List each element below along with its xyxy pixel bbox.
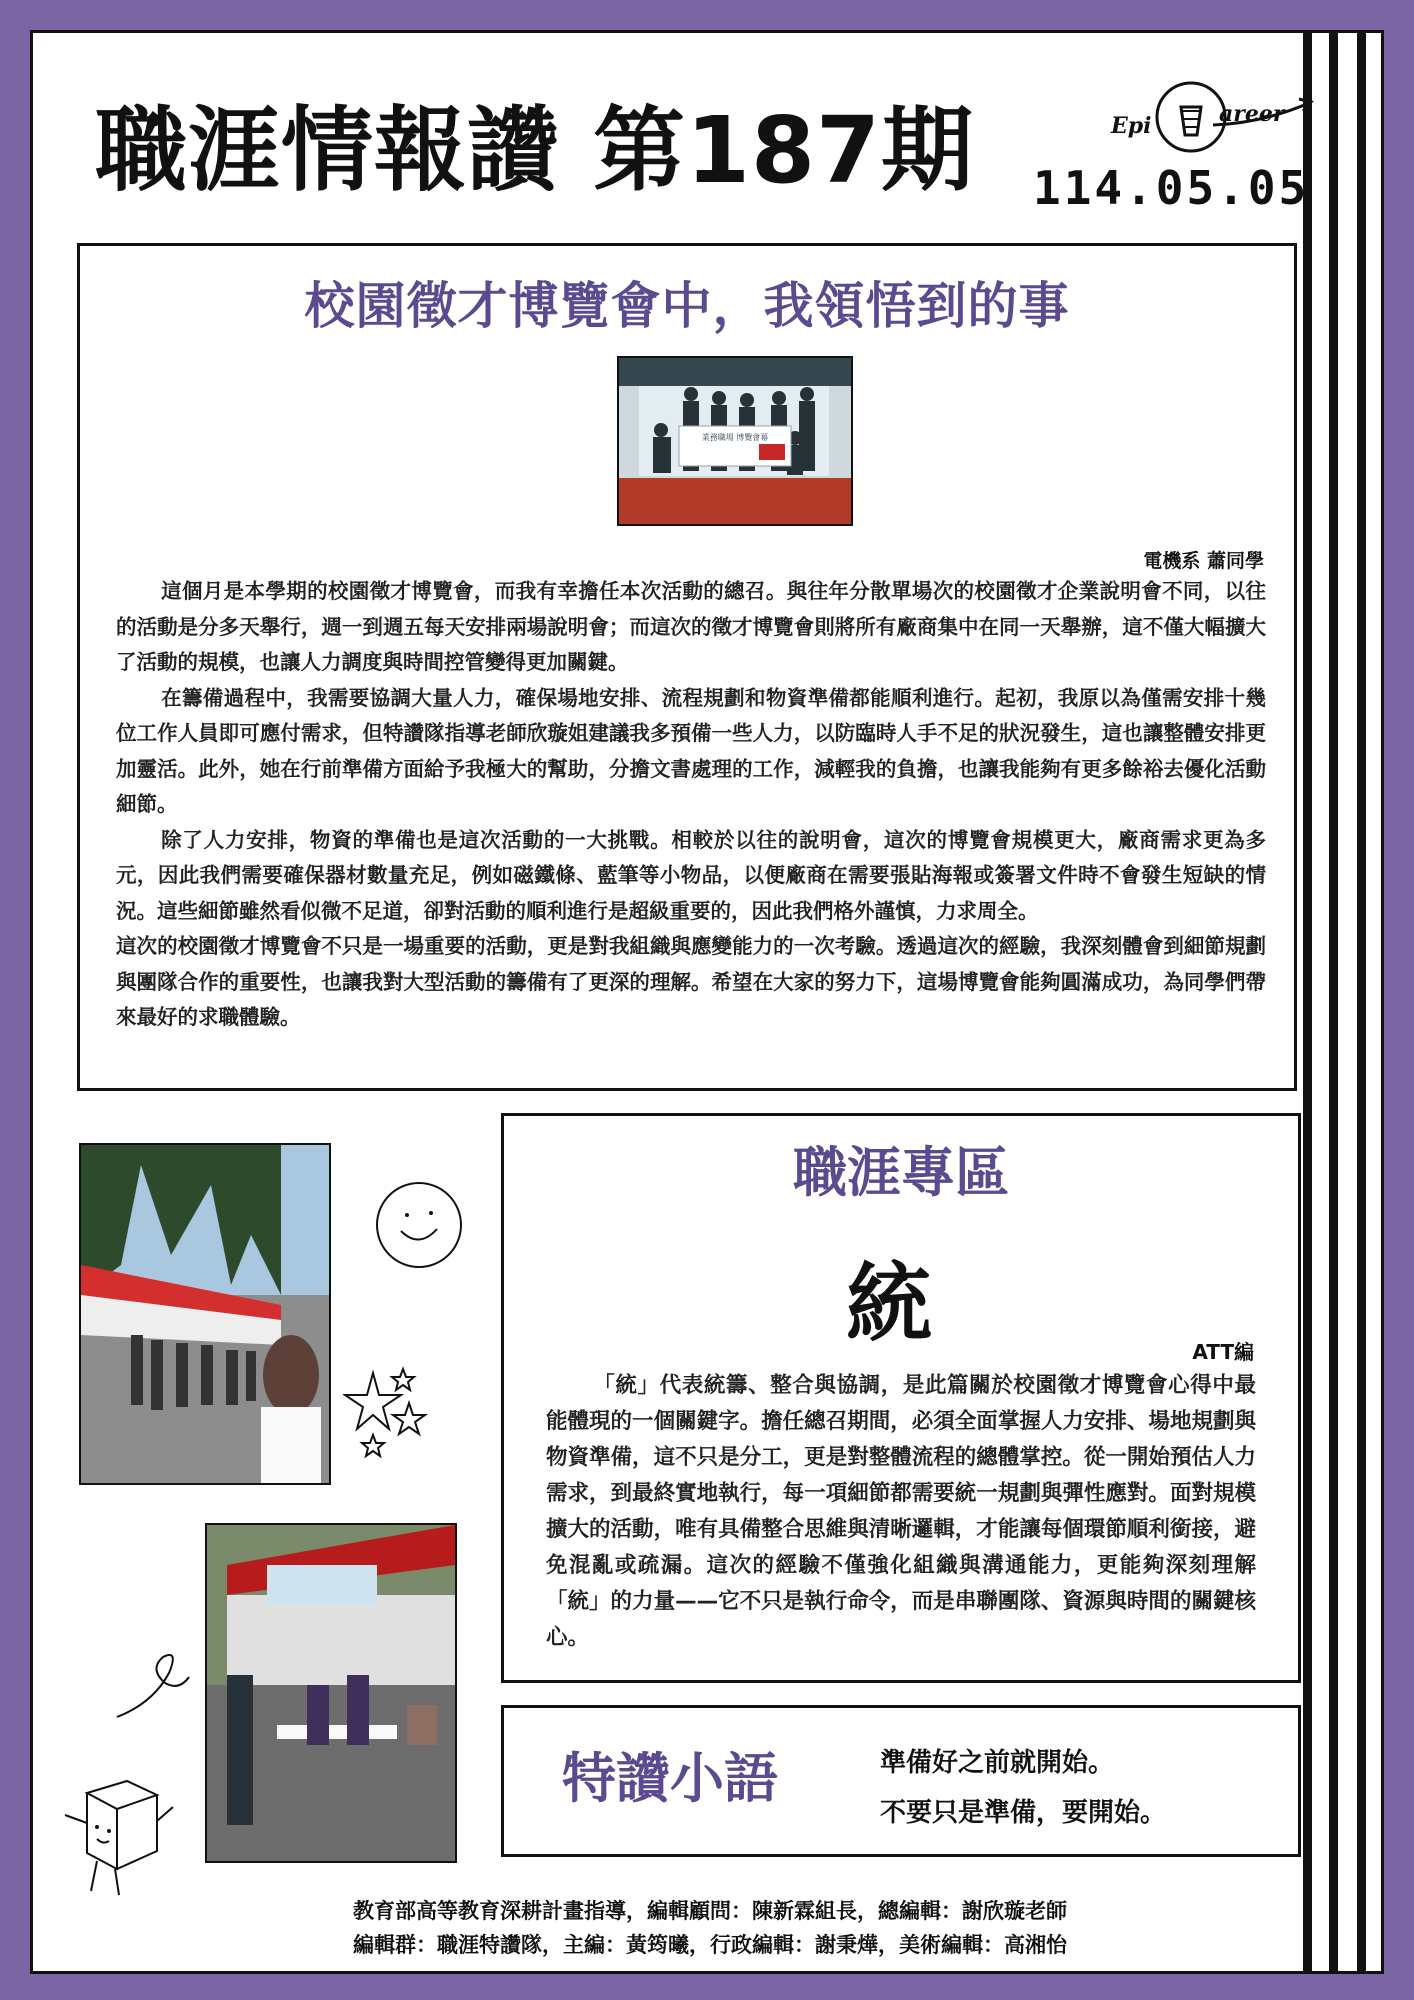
keyword-glyph: 統 — [846, 1253, 932, 1354]
career-box — [501, 1113, 1301, 1683]
article-body — [116, 574, 1266, 1036]
booth-photo — [205, 1523, 457, 1863]
fair-crowd-photo-art — [81, 1145, 329, 1483]
cube-character-icon — [57, 1763, 177, 1903]
article-paragraph: 這次的校園徵才博覽會不只是一場重要的活動，更是對我組織與應變能力的一次考驗。透過這次的經驗，我深刻體會到細節規劃與團隊合作的重要性，也讓我對大型活動的籌備有了更深的理解。希望在大家的努力下，這場博覽會能夠圓滿成功，為同學們帶來最好的求職體驗。 — [116, 934, 1266, 1029]
fair-crowd-photo — [79, 1143, 331, 1485]
newsletter-page — [30, 30, 1384, 1974]
swirl-doodle-icon — [113, 1643, 193, 1723]
side-stripes — [1301, 33, 1381, 1971]
newsletter-title: 職涯情報讚 第187期 — [95, 97, 975, 204]
article-title: 校園徵才博覽會中，我領悟到的事 — [304, 277, 1070, 335]
article-paragraph: 在籌備過程中，我需要協調大量人力，確保場地安排、流程規劃和物資準備都能順利進行。起初，我原以為僅需安排十幾位工作人員即可應付需求，但特讚隊指導老師欣璇姐建議我多預備一些人力，以防臨時人手不足的狀況發生，這也讓整體安排更加靈活。此外，她在行前準備方面給予我極大的幫助，分擔文書處理的工作，減輕我的負擔，也讓我能夠有更多餘裕去優化活動細節。 — [116, 685, 1266, 816]
career-editor: ATT編 — [1192, 1340, 1254, 1364]
footer-credits-1: 教育部高等教育深耕計畫指導，編輯顧問：陳新霖組長，總編輯：謝欣璇老師 — [353, 1899, 1067, 1923]
footer-credits-2: 編輯群：職涯特讚隊，主編：黃筠曦，行政編輯：謝秉燁，美術編輯：高湘怡 — [353, 1933, 1067, 1957]
quote-title: 特讚小語 — [562, 1747, 778, 1810]
award-photo — [617, 356, 853, 526]
article-paragraph: 除了人力安排，物資的準備也是這次活動的一大挑戰。相較於以往的說明會，這次的博覽會規模更大，廠商需求更為多元，因此我們需要確保器材數量充足，例如磁鐵條、藍筆等小物品，以便廠商在需要張貼海報或簽署文件時不會發生短缺的情況。這些細節雖然看似微不足道，卻對活動的順利進行是超級重要的，因此我們格外謹慎，力求周全。 — [116, 827, 1266, 923]
career-paragraph: 「統」代表統籌、整合與協調，是此篇關於校園徵才博覽會心得中最能體現的一個關鍵字。擔任總召期間，必須全面掌握人力安排、場地規劃與物資準備，這不只是分工，更是對整體流程的總體掌控。從一開始預估人力需求，到最終實地執行，每一項細節都需要統一規劃與彈性應對。面對規模擴大的活動，唯有具備整合思維與清晰邏輯，才能讓每個環節順利銜接，避免混亂或疏漏。這次的經驗不僅強化組織與溝通能力，更能夠深刻理解「統」的力量——它不只是執行命令，而是串聯團隊、資源與時間的關鍵核心。 — [546, 1373, 1256, 1650]
smiley-doodle-icon — [371, 1173, 471, 1273]
quote-line: 不要只是準備，要開始。 — [880, 1798, 1167, 1828]
article-paragraph: 這個月是本學期的校園徵才博覽會，而我有幸擔任本次活動的總召。與往年分散單場次的校園徵才企業說明會不同，以往的活動是分多天舉行，週一到週五每天安排兩場說明會；而這次的徵才博覽會則將所有廠商集中在同一天舉辦，這不僅大幅擴大了活動的規模，也讓人力調度與時間控管變得更加關鍵。 — [116, 579, 1266, 674]
quote-box — [501, 1705, 1301, 1857]
career-body — [546, 1368, 1256, 1656]
quote-line: 準備好之前就開始。 — [880, 1748, 1115, 1778]
stars-doodle-icon — [343, 1363, 453, 1463]
article-box — [77, 243, 1297, 1091]
booth-photo-art — [207, 1525, 455, 1861]
svg-text:Epi: Epi — [1111, 113, 1152, 139]
epicareer-logo — [1073, 63, 1323, 163]
quote-text — [880, 1738, 1166, 1838]
award-photo-art — [619, 358, 851, 524]
issue-date: 114.05.05 — [1033, 161, 1310, 215]
banner-text: 業務職場 博覽會幕 — [701, 433, 769, 442]
career-title: 職涯專區 — [793, 1141, 1009, 1204]
article-author: 電機系 蕭同學 — [1143, 550, 1264, 572]
svg-text:areer: areer — [1219, 101, 1285, 127]
